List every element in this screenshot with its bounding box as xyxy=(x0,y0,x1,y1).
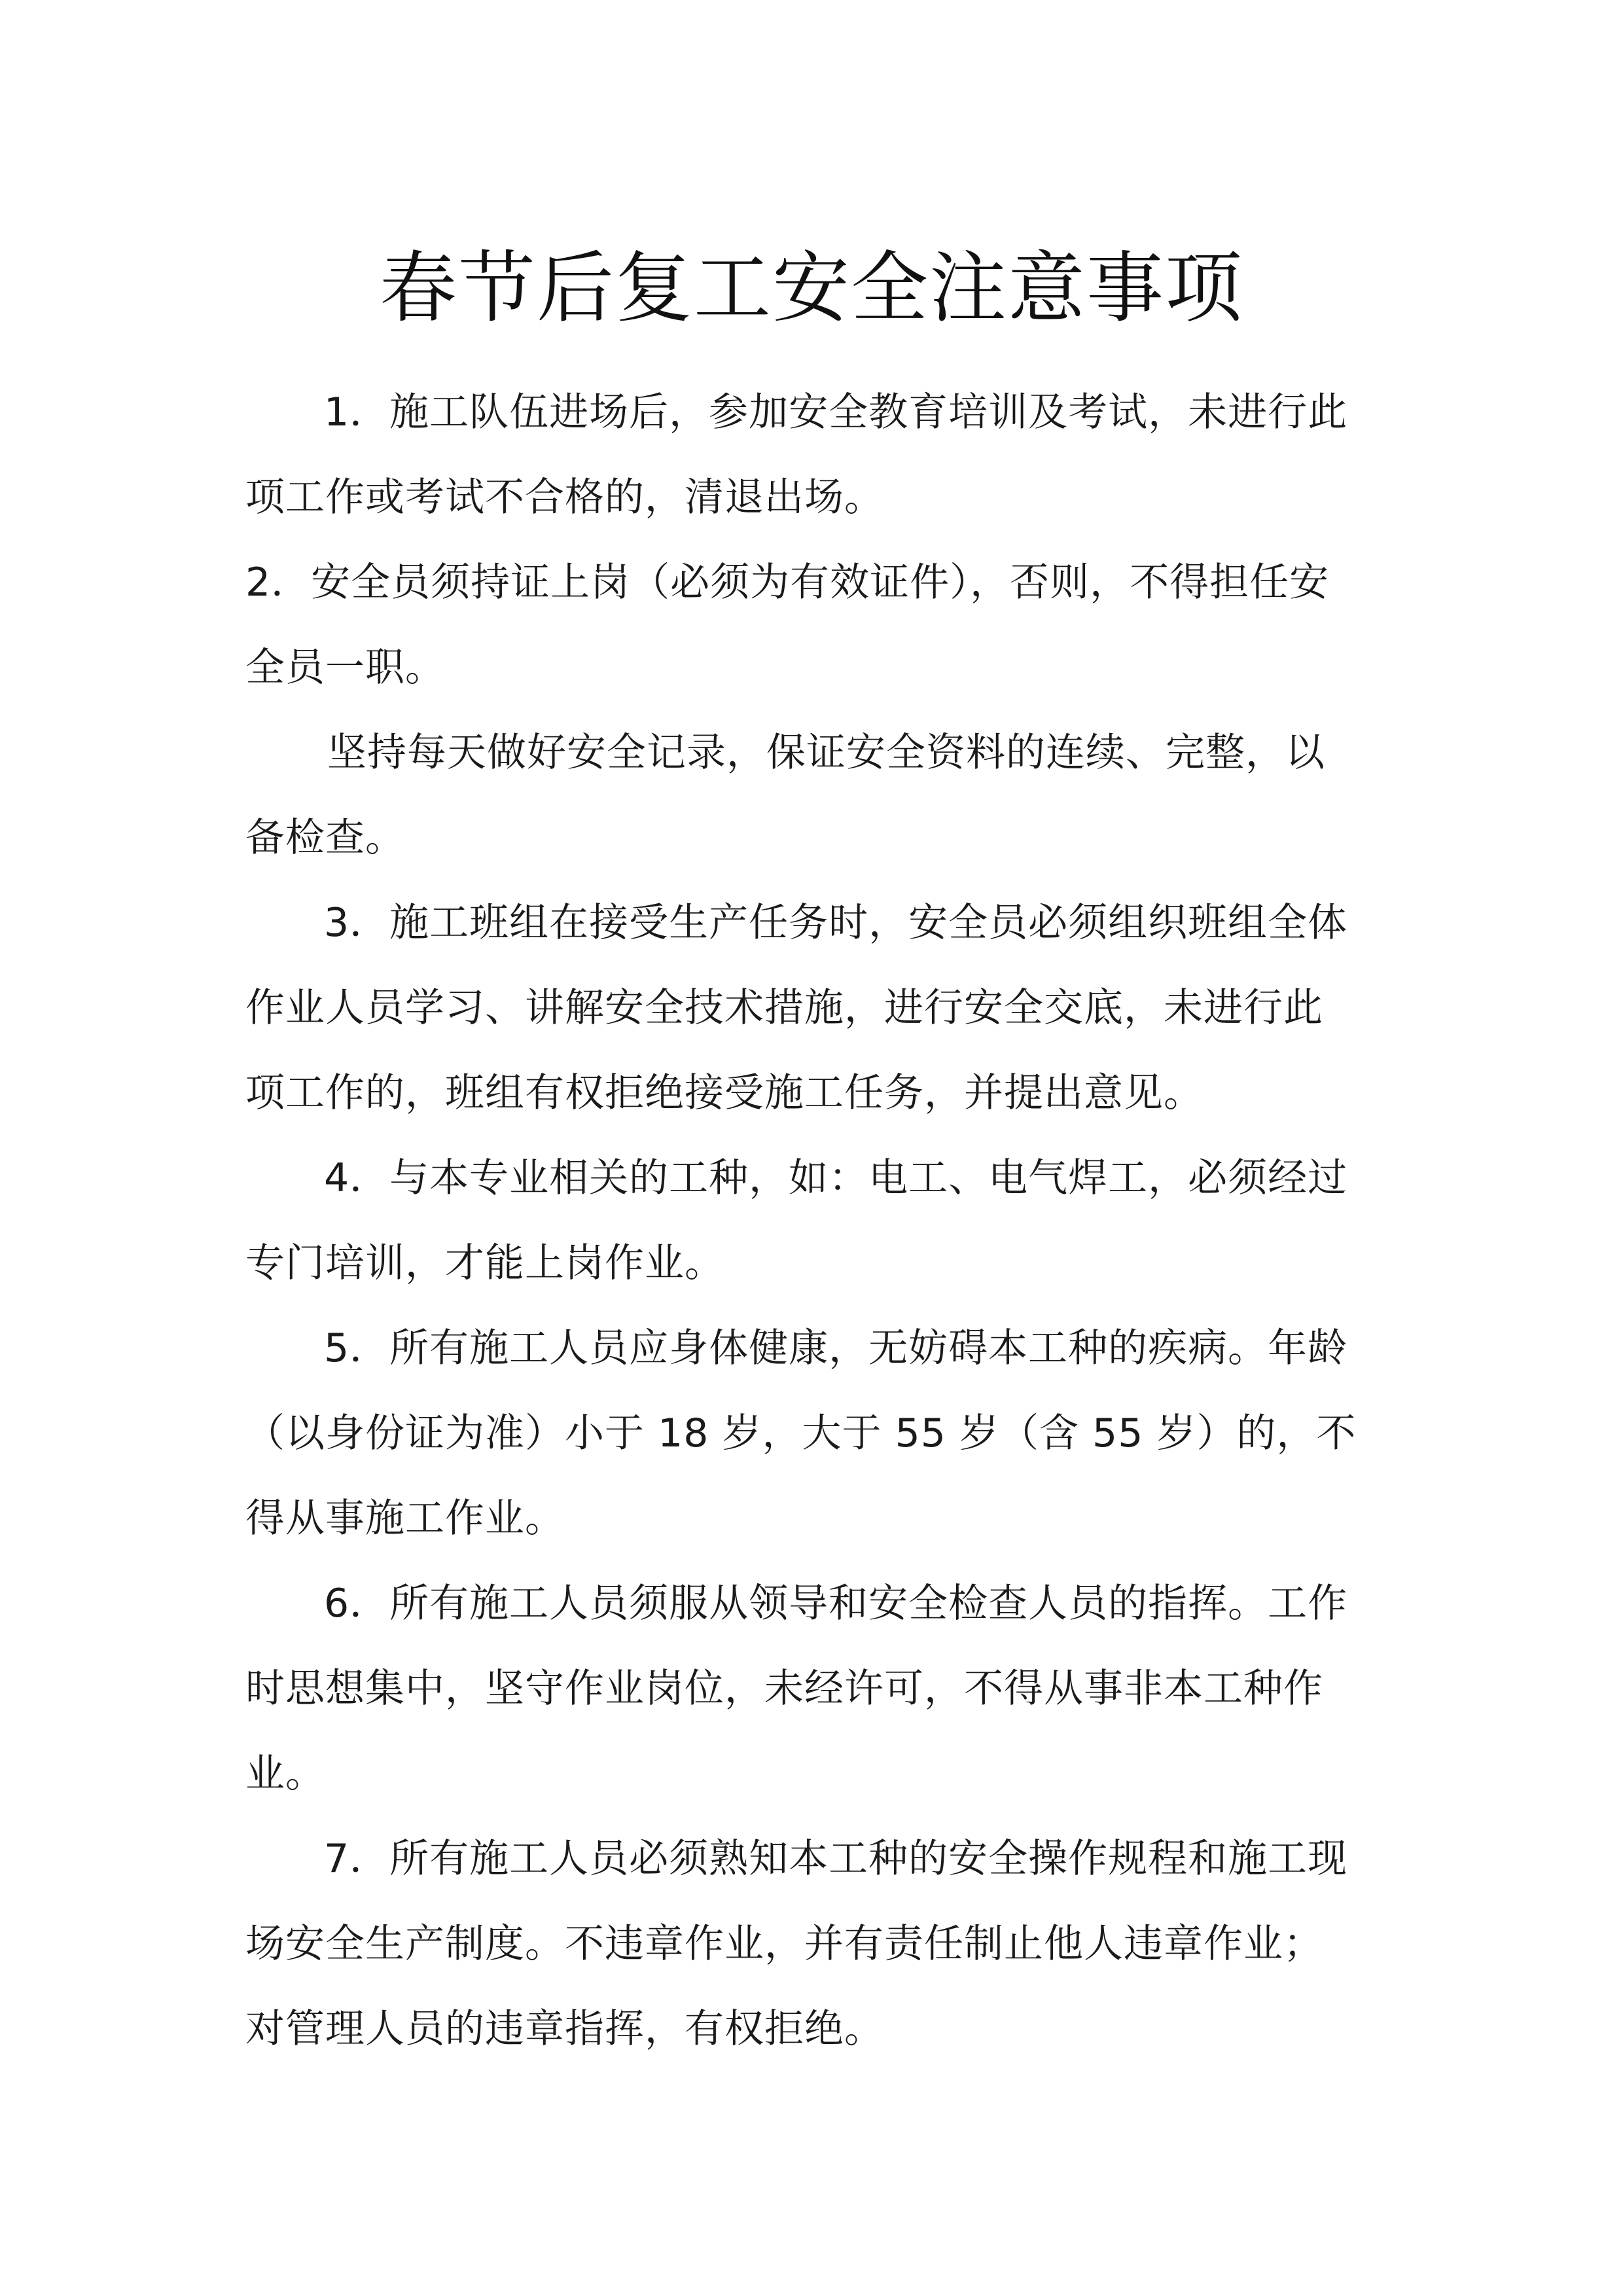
text-line: 6．所有施工人员须服从领导和安全检查人员的指挥。工作 xyxy=(324,1581,1348,1626)
text-line: 项工作或考试不合格的，清退出场。 xyxy=(245,475,884,520)
text-line: 对管理人员的违章指挥，有权拒绝。 xyxy=(245,2006,884,2052)
text-line: 项工作的，班组有权拒绝接受施工任务，并提出意见。 xyxy=(245,1070,1204,1116)
text-line: 5．所有施工人员应身体健康，无妨碍本工种的疾病。年龄 xyxy=(324,1325,1348,1371)
text-line: 全员一职。 xyxy=(245,645,445,691)
text-line: 得从事施工作业。 xyxy=(245,1496,565,1541)
text-line: （以身份证为准）小于 18 岁，大于 55 岁（含 55 岁）的，不 xyxy=(245,1410,1357,1456)
text-line: 2．安全员须持证上岗（必须为有效证件），否则，不得担任安 xyxy=(245,560,1330,605)
document-title: 春节后复工安全注意事项 xyxy=(379,243,1243,333)
text-line: 作业人员学习、讲解安全技术措施，进行安全交底，未进行此 xyxy=(245,985,1323,1031)
text-line: 备检查。 xyxy=(245,815,405,861)
text-line: 3．施工班组在接受生产任务时，安全员必须组织班组全体 xyxy=(324,900,1348,946)
text-line: 1．施工队伍进场后，参加安全教育培训及考试，未进行此 xyxy=(324,389,1348,435)
text-line: 坚持每天做好安全记录，保证安全资料的连续、完整，以 xyxy=(327,730,1325,776)
text-line: 业。 xyxy=(245,1751,325,1797)
text-line: 场安全生产制度。不违章作业，并有责任制止他人违章作业； xyxy=(245,1921,1323,1967)
text-line: 4．与本专业相关的工种，如：电工、电气焊工，必须经过 xyxy=(324,1155,1348,1201)
text-line: 专门培训，才能上岗作业。 xyxy=(245,1240,724,1286)
text-line: 时思想集中，坚守作业岗位，未经许可，不得从事非本工种作 xyxy=(245,1666,1323,1712)
text-line: 7．所有施工人员必须熟知本工种的安全操作规程和施工现 xyxy=(324,1836,1348,1882)
